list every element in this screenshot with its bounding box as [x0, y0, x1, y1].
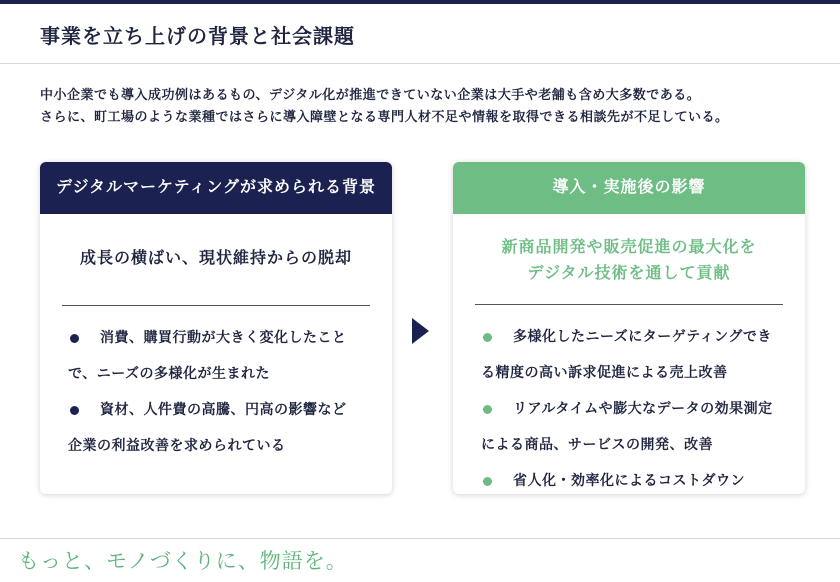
impact-bullet-list	[453, 319, 805, 494]
dot-icon	[70, 406, 79, 415]
card-divider	[62, 305, 370, 306]
bullet-line: 資材、人件費の高騰、円高の影響など	[100, 402, 347, 418]
background-bullet-list	[40, 320, 392, 464]
bullet-item	[68, 392, 375, 464]
bullet-item	[481, 463, 788, 494]
dot-icon	[483, 405, 492, 414]
triangle-right-icon	[412, 318, 429, 344]
bullet-line: リアルタイムや膨大なデータの効果測定	[513, 401, 773, 417]
bullet-line: 消費、購買行動が大きく変化したこと	[100, 330, 347, 346]
bullet-line: る精度の高い訴求促進による売上改善	[481, 365, 728, 381]
bullet-line: 多様化したニーズにターゲティングでき	[513, 329, 772, 345]
top-accent-bar	[0, 0, 840, 4]
dot-icon	[483, 333, 492, 342]
background-card	[40, 162, 392, 494]
dot-icon	[483, 477, 492, 486]
intro-text	[40, 85, 810, 129]
bullet-line: 企業の利益改善を求められている	[68, 438, 286, 454]
background-card-header: デジタルマーケティングが求められる背景	[40, 162, 392, 214]
impact-headline	[453, 234, 805, 304]
intro-line: 中小企業でも導入成功例はあるもの、デジタル化が推進できていない企業は大手や老舗も含め大多数である。	[40, 88, 701, 103]
impact-card-header: 導入・実施後の影響	[453, 162, 805, 214]
page-title: 事業を立ち上げの背景と社会課題	[40, 24, 355, 48]
impact-card	[453, 162, 805, 494]
impact-headline-line: 新商品開発や販売促進の最大化を	[501, 237, 757, 256]
bullet-line: で、ニーズの多様化が生まれた	[68, 366, 271, 382]
footer-tagline: もっと、モノづくりに、物語を。	[18, 549, 348, 573]
footer-divider	[0, 538, 840, 539]
bullet-line: による商品、サービスの開発、改善	[481, 437, 713, 453]
intro-line: さらに、町工場のような業種ではさらに導入障壁となる専門人材不足や情報を取得できる相談先が不足している。	[40, 110, 729, 125]
background-headline: 成長の横ばい、現状維持からの脱却	[79, 248, 352, 267]
bullet-item	[481, 391, 788, 463]
title-divider	[0, 63, 840, 64]
bullet-line: 省人化・効率化によるコストダウン	[513, 473, 745, 489]
dot-icon	[70, 334, 79, 343]
bullet-item	[481, 319, 788, 391]
bullet-item	[68, 320, 375, 392]
impact-headline-line: デジタル技術を通して貢献	[527, 263, 731, 282]
card-divider	[475, 304, 783, 305]
